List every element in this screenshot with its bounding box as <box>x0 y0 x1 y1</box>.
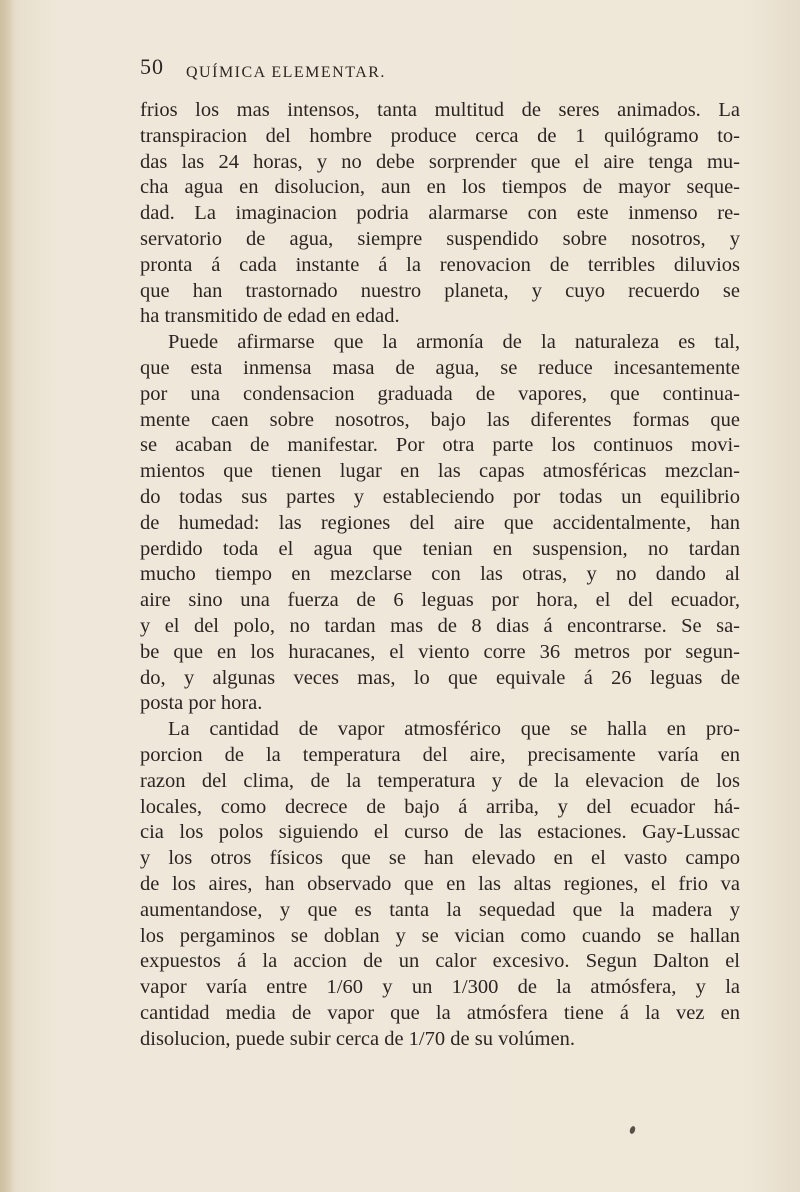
paragraph-3 <box>140 717 740 1052</box>
text-line: aire sino una fuerza de 6 leguas por hora, el del ecuador, <box>140 589 740 612</box>
text-line: be que en los huracanes, el viento corre 36 metros por segun- <box>140 640 740 663</box>
text-line: posta por hora. <box>140 692 263 715</box>
ink-speck <box>629 1125 636 1134</box>
text-line: Puede afirmarse que la armonía de la naturaleza es tal, <box>168 331 740 354</box>
text-line: dad. La imaginacion podria alarmarse con este inmenso re- <box>140 202 740 225</box>
text-line: por una condensacion graduada de vapores, que continua- <box>140 382 740 405</box>
text-line: servatorio de agua, siempre suspendido sobre nosotros, y <box>140 227 740 250</box>
text-line: de humedad: las regiones del aire que accidentalmente, han <box>140 511 740 534</box>
text-line: frios los mas intensos, tanta multitud de seres animados. La <box>140 99 740 121</box>
page-number: 50 <box>140 54 164 79</box>
text-line: perdido toda el agua que tenian en suspension, no tardan <box>140 537 740 560</box>
text-line: expuestos á la accion de un calor excesivo. Segun Dalton el <box>140 950 740 973</box>
text-line: razon del clima, de la temperatura y de la elevacion de los <box>140 769 740 792</box>
text-line: do todas sus partes y estableciendo por todas un equilibrio <box>140 485 740 508</box>
text-line: y los otros físicos que se han elevado en el vasto campo <box>140 847 740 870</box>
text-line: La cantidad de vapor atmosférico que se halla en pro- <box>168 718 740 741</box>
text-line: se acaban de manifestar. Por otra parte los continuos movi- <box>140 434 740 457</box>
text-line: cia los polos siguiendo el curso de las estaciones. Gay-Lussac <box>140 821 740 844</box>
paragraph-2 <box>140 330 740 717</box>
text-line: mucho tiempo en mezclarse con las otras, y no dando al <box>140 563 740 586</box>
text-line: disolucion, puede subir cerca de 1/70 de su volúmen. <box>140 1027 575 1050</box>
text-line: das las 24 horas, y no debe sorprender que el aire tenga mu- <box>140 150 740 173</box>
text-line: mientos que tienen lugar en las capas atmosféricas mezclan- <box>140 460 740 483</box>
text-line: aumentandose, y que es tanta la sequedad que la madera y <box>140 898 740 921</box>
text-line: de los aires, han observado que en las altas regiones, el frio va <box>140 872 740 895</box>
body-text <box>140 98 740 1052</box>
text-line: vapor varía entre 1/60 y un 1/300 de la atmósfera, y la <box>140 976 740 999</box>
text-line: cha agua en disolucion, aun en los tiempos de mayor seque- <box>140 176 740 199</box>
text-line: pronta á cada instante á la renovacion de terribles diluvios <box>140 253 740 276</box>
gutter-shadow <box>0 0 14 1192</box>
text-line: locales, como decrece de bajo á arriba, y del ecuador há- <box>140 795 740 818</box>
page-header <box>140 54 740 86</box>
text-line: transpiracion del hombre produce cerca de 1 quilógramo to- <box>140 124 740 147</box>
text-line: do, y algunas veces mas, lo que equivale á 26 leguas de <box>140 666 740 689</box>
text-line: porcion de la temperatura del aire, precisamente varía en <box>140 743 740 766</box>
text-line: cantidad media de vapor que la atmósfera tiene á la vez en <box>140 1001 740 1024</box>
text-line: y el del polo, no tardan mas de 8 dias á encontrarse. Se sa- <box>140 614 740 637</box>
text-line: que han trastornado nuestro planeta, y cuyo recuerdo se <box>140 279 740 302</box>
text-line: mente caen sobre nosotros, bajo las diferentes formas que <box>140 408 740 431</box>
text-line: los pergaminos se doblan y se vician como cuando se hallan <box>140 924 740 947</box>
text-line: ha transmitido de edad en edad. <box>140 305 400 328</box>
running-title: QUÍMICA ELEMENTAR. <box>186 64 386 81</box>
paragraph-1 <box>140 98 740 330</box>
text-line: que esta inmensa masa de agua, se reduce incesantemente <box>140 356 740 379</box>
